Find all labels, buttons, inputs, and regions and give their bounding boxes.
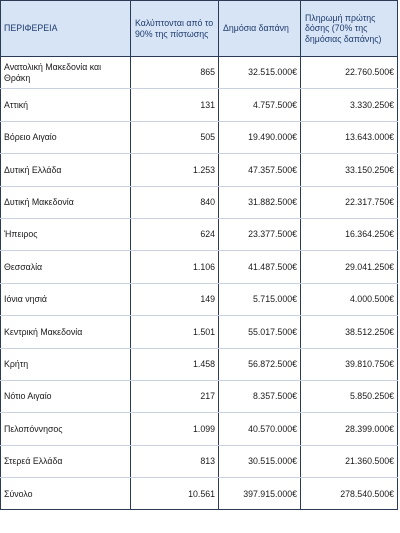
cell-region: Δυτική Μακεδονία [1,186,131,218]
cell-covered: 1.253 [131,154,219,186]
cell-first-installment: 29.041.250€ [301,251,398,283]
cell-region: Ήπειρος [1,218,131,250]
cell-first-installment: 28.399.000€ [301,413,398,445]
cell-first-installment: 22.317.750€ [301,186,398,218]
cell-region: Κρήτη [1,348,131,380]
cell-covered: 1.458 [131,348,219,380]
header-covered: Καλύπτονται από το 90% της πίστωσης [131,1,219,57]
cell-covered: 131 [131,89,219,121]
cell-first-installment: 38.512.250€ [301,316,398,348]
cell-public-expenditure: 8.357.500€ [219,380,301,412]
cell-public-expenditure: 19.490.000€ [219,121,301,153]
cell-covered: 149 [131,283,219,315]
cell-total-label: Σύνολο [1,478,131,510]
table-row [1,251,398,283]
header-region: ΠΕΡΙΦΕΡΕΙΑ [1,1,131,57]
cell-total-covered: 10.561 [131,478,219,510]
cell-covered: 813 [131,445,219,477]
table-row [1,218,398,250]
table-row [1,413,398,445]
cell-public-expenditure: 4.757.500€ [219,89,301,121]
cell-public-expenditure: 32.515.000€ [219,57,301,89]
cell-public-expenditure: 31.882.500€ [219,186,301,218]
cell-region: Θεσσαλία [1,251,131,283]
table-row [1,154,398,186]
cell-first-installment: 39.810.750€ [301,348,398,380]
header-row [1,1,398,57]
cell-first-installment: 4.000.500€ [301,283,398,315]
cell-public-expenditure: 30.515.000€ [219,445,301,477]
cell-first-installment: 3.330.250€ [301,89,398,121]
cell-covered: 1.099 [131,413,219,445]
cell-covered: 217 [131,380,219,412]
table-row [1,316,398,348]
cell-covered: 505 [131,121,219,153]
cell-first-installment: 5.850.250€ [301,380,398,412]
cell-public-expenditure: 47.357.500€ [219,154,301,186]
cell-public-expenditure: 23.377.500€ [219,218,301,250]
cell-first-installment: 21.360.500€ [301,445,398,477]
cell-covered: 865 [131,57,219,89]
cell-region: Πελοπόννησος [1,413,131,445]
cell-public-expenditure: 5.715.000€ [219,283,301,315]
header-public-expenditure: Δημόσια δαπάνη [219,1,301,57]
cell-covered: 840 [131,186,219,218]
cell-covered: 1.106 [131,251,219,283]
table-row [1,380,398,412]
cell-public-expenditure: 55.017.500€ [219,316,301,348]
cell-first-installment: 16.364.250€ [301,218,398,250]
cell-public-expenditure: 40.570.000€ [219,413,301,445]
header-first-installment: Πληρωμή πρώτης δόσης (70% της δημόσιας δαπάνης) [301,1,398,57]
cell-total-public-expenditure: 397.915.000€ [219,478,301,510]
cell-first-installment: 22.760.500€ [301,57,398,89]
cell-region: Αττική [1,89,131,121]
table-row [1,121,398,153]
cell-region: Κεντρική Μακεδονία [1,316,131,348]
table-row [1,348,398,380]
cell-region: Ιόνια νησιά [1,283,131,315]
total-row [1,478,398,510]
cell-region: Βόρειο Αιγαίο [1,121,131,153]
cell-public-expenditure: 41.487.500€ [219,251,301,283]
cell-covered: 1.501 [131,316,219,348]
cell-region: Δυτική Ελλάδα [1,154,131,186]
cell-covered: 624 [131,218,219,250]
cell-first-installment: 33.150.250€ [301,154,398,186]
cell-region: Νότιο Αιγαίο [1,380,131,412]
cell-first-installment: 13.643.000€ [301,121,398,153]
table-row [1,445,398,477]
table-row [1,283,398,315]
table-row [1,186,398,218]
table-row [1,57,398,89]
cell-total-first-installment: 278.540.500€ [301,478,398,510]
cell-region: Ανατολική Μακεδονία και Θράκη [1,57,131,89]
cell-region: Στερεά Ελλάδα [1,445,131,477]
cell-public-expenditure: 56.872.500€ [219,348,301,380]
table-row [1,89,398,121]
